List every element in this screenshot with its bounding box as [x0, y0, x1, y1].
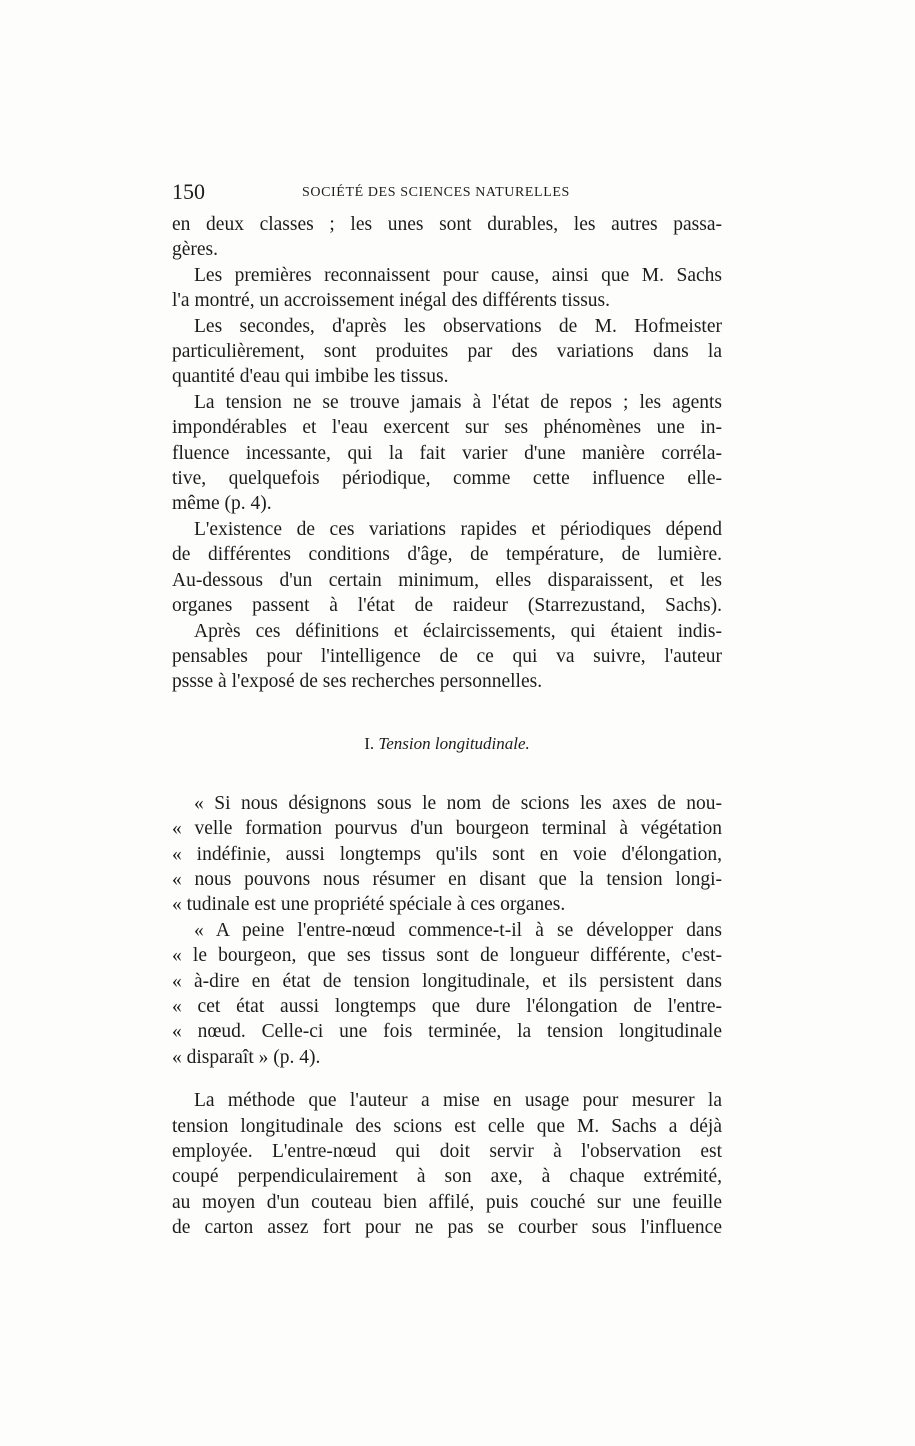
text-line: pensables pour l'intelligence de ce qui va suivre, l'auteur: [172, 645, 722, 667]
text-line: pssse à l'exposé de ses recherches personnelles.: [172, 671, 543, 693]
text-line: l'a montré, un accroissement inégal des différents tissus.: [172, 290, 610, 312]
text-line: même (p. 4).: [172, 493, 272, 515]
text-line: « Si nous désignons sous le nom de scions les axes de nou-: [194, 792, 722, 814]
section-title: Tension longitudinale.: [378, 733, 530, 753]
text-line: en deux classes ; les unes sont durables, les autres passa-: [172, 214, 722, 235]
text-line: « indéfinie, aussi longtemps qu'ils sont en voie d'élongation,: [172, 843, 722, 865]
paragraph: [172, 619, 722, 695]
text-line: fluence incessante, qui la fait varier d'une manière corréla-: [172, 442, 722, 464]
text-line: Au-dessous d'un certain minimum, elles disparaissent, et les: [172, 569, 722, 591]
running-title: SOCIÉTÉ DES SCIENCES NATURELLES: [302, 185, 570, 200]
text-line: tive, quelquefois périodique, comme cette influence elle-: [172, 468, 722, 490]
text-line: « A peine l'entre-nœud commence-t-il à se développer dans: [194, 919, 722, 941]
text-line: coupé perpendiculairement à son axe, à chaque extrémité,: [172, 1166, 722, 1188]
text-line: « disparaît » (p. 4).: [172, 1046, 321, 1068]
text-line: quantité d'eau qui imbibe les tissus.: [172, 366, 449, 388]
paragraph: [172, 263, 722, 314]
paragraph: [172, 1088, 722, 1240]
text-line: « le bourgeon, que ses tissus sont de longueur différente, c'est-: [172, 945, 722, 967]
text-line: « cet état aussi longtemps que dure l'élongation de l'entre-: [172, 995, 722, 1017]
text-line: Les secondes, d'après les observations de M. Hofmeister: [194, 315, 722, 337]
text-line: gères.: [172, 239, 219, 261]
text-line: La tension ne se trouve jamais à l'état de repos ; les agents: [194, 391, 722, 413]
text-line: impondérables et l'eau exercent sur ses phénomènes une in-: [172, 417, 722, 439]
paragraph: [172, 314, 722, 390]
quote-paragraph: [172, 791, 722, 918]
text-line: « à-dire en état de tension longitudinale, et ils persistent dans: [172, 970, 722, 992]
text-line: tension longitudinale des scions est celle que M. Sachs a déjà: [172, 1115, 722, 1137]
text-line: au moyen d'un couteau bien affilé, puis couché sur une feuille: [172, 1191, 722, 1213]
page-header: [172, 178, 722, 206]
text-line: La méthode que l'auteur a mise en usage pour mesurer la: [194, 1090, 722, 1112]
page-number: 150: [172, 179, 205, 204]
text-line: Les premières reconnaissent pour cause, ainsi que M. Sachs: [194, 264, 722, 286]
section-heading: [172, 733, 722, 755]
text-line: employée. L'entre-nœud qui doit servir à l'observation est: [172, 1141, 722, 1162]
paragraph: [172, 212, 722, 263]
text-line: organes passent à l'état de raideur (Starrezustand, Sachs).: [172, 595, 722, 617]
section-number: I.: [364, 733, 375, 753]
text-line: « nœud. Celle-ci une fois terminée, la tension longitudinale: [172, 1021, 722, 1043]
paragraph: [172, 517, 722, 619]
text-line: de différentes conditions d'âge, de température, de lumière.: [172, 544, 722, 566]
body-text: [172, 212, 722, 1241]
text-line: particulièrement, sont produites par des variations dans la: [172, 341, 722, 363]
text-line: de carton assez fort pour ne pas se courber sous l'influence: [172, 1217, 722, 1239]
text-line: Après ces définitions et éclaircissements, qui étaient indis-: [194, 620, 722, 642]
text-line: L'existence de ces variations rapides et périodiques dépend: [194, 518, 722, 540]
paragraph: [172, 390, 722, 517]
text-line: « nous pouvons nous résumer en disant que la tension longi-: [172, 868, 722, 890]
text-line: « tudinale est une propriété spéciale à ces organes.: [172, 894, 566, 916]
paragraph-gap: [172, 1070, 722, 1088]
text-line: « velle formation pourvus d'un bourgeon terminal à végétation: [172, 818, 722, 840]
quote-paragraph: [172, 918, 722, 1070]
